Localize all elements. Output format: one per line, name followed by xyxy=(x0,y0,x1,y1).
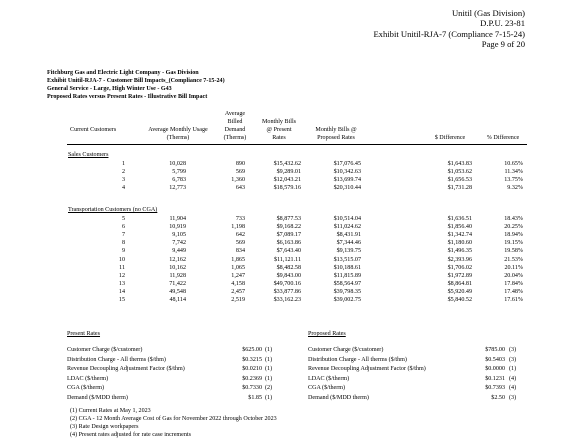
footnote-3: (3) Rate Design workpapers xyxy=(70,424,139,431)
table-row xyxy=(0,231,565,239)
rate-line xyxy=(67,346,279,355)
header-docket: D.P.U. 23-81 xyxy=(480,18,525,29)
sales-section-label: Sales Customers xyxy=(68,152,109,158)
billed-demand: 1,065 xyxy=(231,264,245,271)
rate-note: (4) xyxy=(509,385,517,392)
rate-label: Revenue Decoupling Adjustment Factor ($/thm) xyxy=(308,366,426,373)
monthly-usage: 48,114 xyxy=(169,297,186,303)
customer-number: 11 xyxy=(119,264,125,271)
table-row xyxy=(0,264,565,272)
footnote-2: (2) CGA - 12 Month Average Cost of Gas for November 2022 through October 2023 xyxy=(70,416,277,423)
percent-difference: 20.25% xyxy=(504,224,523,231)
billed-demand: 2,457 xyxy=(231,288,245,295)
monthly-usage: 11,904 xyxy=(169,216,186,222)
rate-line xyxy=(308,375,523,384)
customer-number: 3 xyxy=(121,177,125,184)
table-row xyxy=(0,239,565,247)
dollar-difference: $1,636.51 xyxy=(447,216,472,222)
billed-demand: 1,247 xyxy=(231,272,245,279)
dollar-difference: $1,706.02 xyxy=(447,264,472,271)
percent-difference: 17.84% xyxy=(504,280,523,287)
monthly-usage: 71,422 xyxy=(169,280,186,287)
company-title: Fitchburg Gas and Electric Light Company - Gas Division xyxy=(47,70,199,76)
billed-demand: 569 xyxy=(235,240,245,247)
proposed-bill: $10,188.61 xyxy=(333,264,361,271)
billed-demand: 1,198 xyxy=(231,224,245,231)
rate-line xyxy=(308,356,523,365)
col-header-demand: Average Billed Demand (Therms) xyxy=(223,111,247,141)
present-bill: $12,043.21 xyxy=(273,177,301,184)
rate-value: $0.7330 xyxy=(242,385,262,392)
rate-label: LDAC ($/therm) xyxy=(308,375,350,382)
rate-note: (3) xyxy=(509,356,517,363)
present-bill: $18,579.16 xyxy=(273,185,301,192)
rate-value: $0.2369 xyxy=(242,375,262,382)
monthly-usage: 9,449 xyxy=(172,248,186,255)
percent-difference: 18.94% xyxy=(504,232,523,239)
monthly-usage: 7,742 xyxy=(172,240,186,247)
rate-line xyxy=(67,384,279,393)
present-bill: $9,289.01 xyxy=(276,169,301,176)
percent-difference: 17.48% xyxy=(504,288,523,295)
customer-number: 7 xyxy=(121,232,125,239)
col-header-proposed: Monthly Bills @ Proposed Rates xyxy=(315,127,357,141)
col-header-pct: % Difference xyxy=(486,135,520,141)
percent-difference: 10.65% xyxy=(504,161,523,167)
rate-value: $0.7393 xyxy=(485,385,505,392)
rate-label: Distribution Charge - All therms ($/thm) xyxy=(67,356,166,363)
header-rule xyxy=(67,144,527,145)
table-row xyxy=(0,184,565,192)
billed-demand: 4,158 xyxy=(231,280,245,287)
rate-note: (1) xyxy=(265,347,273,353)
proposed-bill: $13,515.07 xyxy=(333,256,361,263)
dollar-difference: $1,180.60 xyxy=(447,240,472,247)
rate-label: Customer Charge ($/customer) xyxy=(308,347,384,353)
billed-demand: 2,519 xyxy=(231,297,245,303)
customer-number: 12 xyxy=(118,272,125,279)
present-bill: $6,163.86 xyxy=(276,240,301,247)
table-row xyxy=(0,256,565,264)
present-bill: $33,877.86 xyxy=(273,288,301,295)
billed-demand: 1,360 xyxy=(231,177,245,184)
rate-label: CGA ($/therm) xyxy=(67,385,105,392)
present-bill: $8,482.58 xyxy=(276,264,301,271)
percent-difference: 20.04% xyxy=(504,272,523,279)
billed-demand: 890 xyxy=(235,161,245,167)
table-row xyxy=(0,247,565,255)
customer-number: 5 xyxy=(121,216,125,222)
billed-demand: 643 xyxy=(235,185,245,192)
customer-number: 9 xyxy=(121,248,125,255)
monthly-usage: 9,105 xyxy=(172,232,186,239)
dollar-difference: $5,920.49 xyxy=(447,288,472,295)
rate-line xyxy=(308,384,523,393)
table-row xyxy=(0,160,565,168)
proposed-bill: $7,344.46 xyxy=(336,240,361,247)
percent-difference: 21.53% xyxy=(504,256,523,263)
dollar-difference: $1,972.89 xyxy=(447,272,472,279)
transport-section-label: Transportation Customers (no CGA) xyxy=(68,207,158,213)
rate-value: $0.1231 xyxy=(485,375,505,382)
col-header-customers: Current Customers xyxy=(70,127,117,133)
present-bill: $7,643.40 xyxy=(276,248,301,255)
rate-value: $2.50 xyxy=(491,395,505,401)
dollar-difference: $1,643.83 xyxy=(447,161,472,167)
billed-demand: 569 xyxy=(235,169,245,176)
monthly-usage: 49,548 xyxy=(169,288,186,295)
billed-demand: 642 xyxy=(235,232,245,239)
rate-note: (1) xyxy=(265,366,273,373)
rate-line xyxy=(67,365,279,374)
proposed-rates-title: Proposed Rates xyxy=(308,331,346,337)
dollar-difference: $1,731.28 xyxy=(447,185,472,192)
rate-note: (3) xyxy=(509,395,517,401)
rate-value: $0.0000 xyxy=(485,366,505,373)
present-bill: $33,162.23 xyxy=(273,297,301,303)
col-header-usage: Average Monthly Usage (Therms) xyxy=(148,127,208,141)
present-bill: $7,089.17 xyxy=(276,232,301,239)
table-row xyxy=(0,176,565,184)
footnotes xyxy=(70,407,277,439)
rate-value: $625.00 xyxy=(242,347,262,353)
proposed-bill: $11,815.89 xyxy=(333,272,361,279)
proposed-bill: $17,076.45 xyxy=(333,161,361,167)
proposed-bill: $10,342.63 xyxy=(333,169,361,176)
rate-note: (2) xyxy=(265,385,273,392)
rate-line xyxy=(67,394,279,403)
header-page: Page 9 of 20 xyxy=(481,39,525,50)
present-bill: $8,877.53 xyxy=(276,216,301,222)
dollar-difference: $1,496.35 xyxy=(447,248,472,255)
percent-difference: 20.11% xyxy=(504,264,523,271)
rate-label: CGA ($/therm) xyxy=(308,385,346,392)
customer-number: 4 xyxy=(121,185,125,192)
rate-label: Revenue Decoupling Adjustment Factor ($/thm) xyxy=(67,366,185,373)
rate-line xyxy=(67,375,279,384)
exhibit-title: Exhibit Unitil-RJA-7 - Customer Bill Impacts_(Compliance 7-15-24) xyxy=(47,78,225,85)
rate-label: LDAC ($/therm) xyxy=(67,375,109,382)
customer-number: 1 xyxy=(121,161,125,167)
rate-value: $1.85 xyxy=(248,395,262,401)
present-bill: $9,168.22 xyxy=(276,224,301,231)
dollar-difference: $2,393.96 xyxy=(447,256,472,263)
document-header xyxy=(373,8,525,50)
dollar-difference: $8,864.81 xyxy=(447,280,472,287)
rate-line xyxy=(308,365,523,374)
service-title: General Service - Large, High Winter Use - G43 xyxy=(47,86,172,93)
percent-difference: 18.43% xyxy=(504,216,523,222)
rate-value: $0.0210 xyxy=(242,366,262,373)
rate-note: (1) xyxy=(509,366,517,373)
billed-demand: 1,865 xyxy=(231,256,245,263)
customer-number: 2 xyxy=(121,169,125,176)
rate-value: $0.3215 xyxy=(242,356,262,363)
footnote-1: (1) Current Rates at May 1, 2023 xyxy=(70,408,151,414)
proposed-bill: $11,024.62 xyxy=(333,224,361,231)
rate-label: Customer Charge ($/customer) xyxy=(67,347,143,353)
dollar-difference: $1,856.40 xyxy=(447,224,472,231)
rate-note: (1) xyxy=(265,375,273,382)
header-division: Unitil (Gas Division) xyxy=(451,8,525,18)
dollar-difference: $5,840.52 xyxy=(447,297,472,303)
dollar-difference: $1,053.62 xyxy=(447,169,472,176)
footnote-4: (4) Present rates adjusted for rate case increments xyxy=(70,432,191,439)
monthly-usage: 5,799 xyxy=(172,169,186,176)
percent-difference: 19.15% xyxy=(504,240,523,247)
present-bill: $9,843.00 xyxy=(276,272,301,279)
col-header-diff: $ Difference xyxy=(434,135,466,141)
rate-note: (3) xyxy=(509,347,517,353)
proposed-bill: $9,139.75 xyxy=(336,248,361,255)
rate-label: Distribution Charge - All therms ($/thm) xyxy=(308,356,407,363)
rate-note: (1) xyxy=(265,356,273,363)
customer-number: 15 xyxy=(118,297,125,303)
monthly-usage: 10,919 xyxy=(169,224,186,231)
present-rates-title: Present Rates xyxy=(67,331,101,337)
table-row xyxy=(0,280,565,288)
table-row xyxy=(0,296,565,304)
table-row xyxy=(0,168,565,176)
present-bill: $49,700.16 xyxy=(273,280,301,287)
comparison-title: Proposed Rates versus Present Rates - Illustrative Bill Impact xyxy=(47,94,208,101)
monthly-usage: 10,028 xyxy=(169,161,186,167)
percent-difference: 19.58% xyxy=(504,248,523,255)
percent-difference: 17.61% xyxy=(504,297,523,303)
customer-number: 10 xyxy=(118,256,125,263)
proposed-bill: $39,002.75 xyxy=(333,297,361,303)
rate-label: Demand ($/MDD therm) xyxy=(308,395,369,401)
rate-label: Demand ($/MDD therm) xyxy=(67,395,128,401)
col-header-present: Monthly Bills @ Present Rates xyxy=(261,119,297,141)
proposed-bill: $20,310.44 xyxy=(333,185,361,192)
rate-line xyxy=(308,394,523,403)
table-row xyxy=(0,288,565,296)
header-exhibit: Exhibit Unitil-RJA-7 (Compliance 7-15-24) xyxy=(373,28,525,39)
rate-value: $785.00 xyxy=(485,347,505,353)
percent-difference: 13.75% xyxy=(504,177,523,184)
rate-line xyxy=(308,346,523,355)
table-row xyxy=(0,215,565,223)
rate-note: (4) xyxy=(509,375,517,382)
table-row xyxy=(0,223,565,231)
rate-line xyxy=(67,356,279,365)
proposed-bill: $8,431.91 xyxy=(336,232,361,239)
rate-note: (1) xyxy=(265,395,273,401)
monthly-usage: 10,162 xyxy=(169,264,186,271)
dollar-difference: $1,656.53 xyxy=(447,177,472,184)
billed-demand: 834 xyxy=(235,248,245,255)
monthly-usage: 11,928 xyxy=(169,272,186,279)
present-bill: $15,432.62 xyxy=(273,161,301,167)
customer-number: 6 xyxy=(121,224,125,231)
monthly-usage: 12,773 xyxy=(169,185,186,192)
billed-demand: 733 xyxy=(235,216,245,222)
proposed-bill: $39,798.35 xyxy=(333,288,361,295)
customer-number: 13 xyxy=(118,280,125,287)
customer-number: 14 xyxy=(118,288,125,295)
present-bill: $11,121.11 xyxy=(274,256,301,263)
dollar-difference: $1,342.74 xyxy=(447,232,472,239)
proposed-bill: $58,564.97 xyxy=(333,280,361,287)
rate-value: $0.5403 xyxy=(485,356,505,363)
percent-difference: 11.34% xyxy=(504,169,523,176)
table-row xyxy=(0,272,565,280)
monthly-usage: 6,783 xyxy=(172,177,186,184)
proposed-bill: $13,699.74 xyxy=(333,177,361,184)
proposed-bill: $10,514.04 xyxy=(333,216,361,222)
customer-number: 8 xyxy=(121,240,125,247)
percent-difference: 9.32% xyxy=(507,185,523,192)
monthly-usage: 12,162 xyxy=(169,256,186,263)
title-block xyxy=(47,69,225,101)
